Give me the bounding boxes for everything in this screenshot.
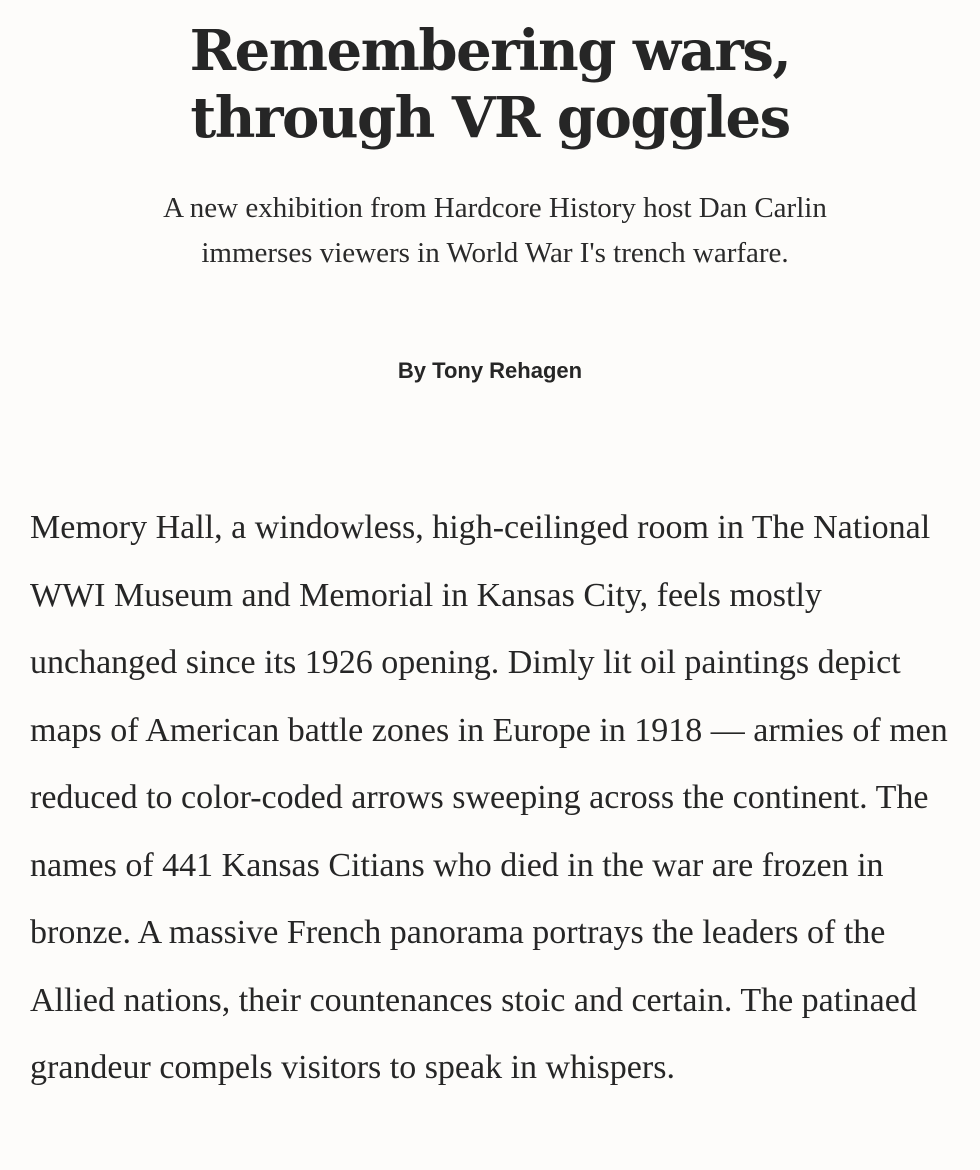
- headline: [90, 18, 890, 152]
- byline: By Tony Rehagen: [397, 358, 583, 383]
- article-dek: A new exhibition from Hardcore History host Dan Carlin immerses viewers in World War I's trench warfare.: [163, 192, 827, 269]
- headline-line-2: through VR goggles: [190, 85, 790, 151]
- headline-line-1: Remembering wars,: [189, 18, 791, 84]
- body-paragraph: Memory Hall, a windowless, high-ceilinged room in The National WWI Museum and Memorial in Kansas City, feels mostly unchanged since its 1926 opening. Dimly lit oil paintings depict maps of American battle zones in Europe in 1918 — armies of men reduced to color-coded arrows sweeping across the continent. The names of 441 Kansas Citians who died in the war are frozen in bronze. A massive French panorama portrays the leaders of the Allied nations, their countenances stoic and certain. The patinaed grandeur compels visitors to speak in whispers.: [30, 509, 948, 1086]
